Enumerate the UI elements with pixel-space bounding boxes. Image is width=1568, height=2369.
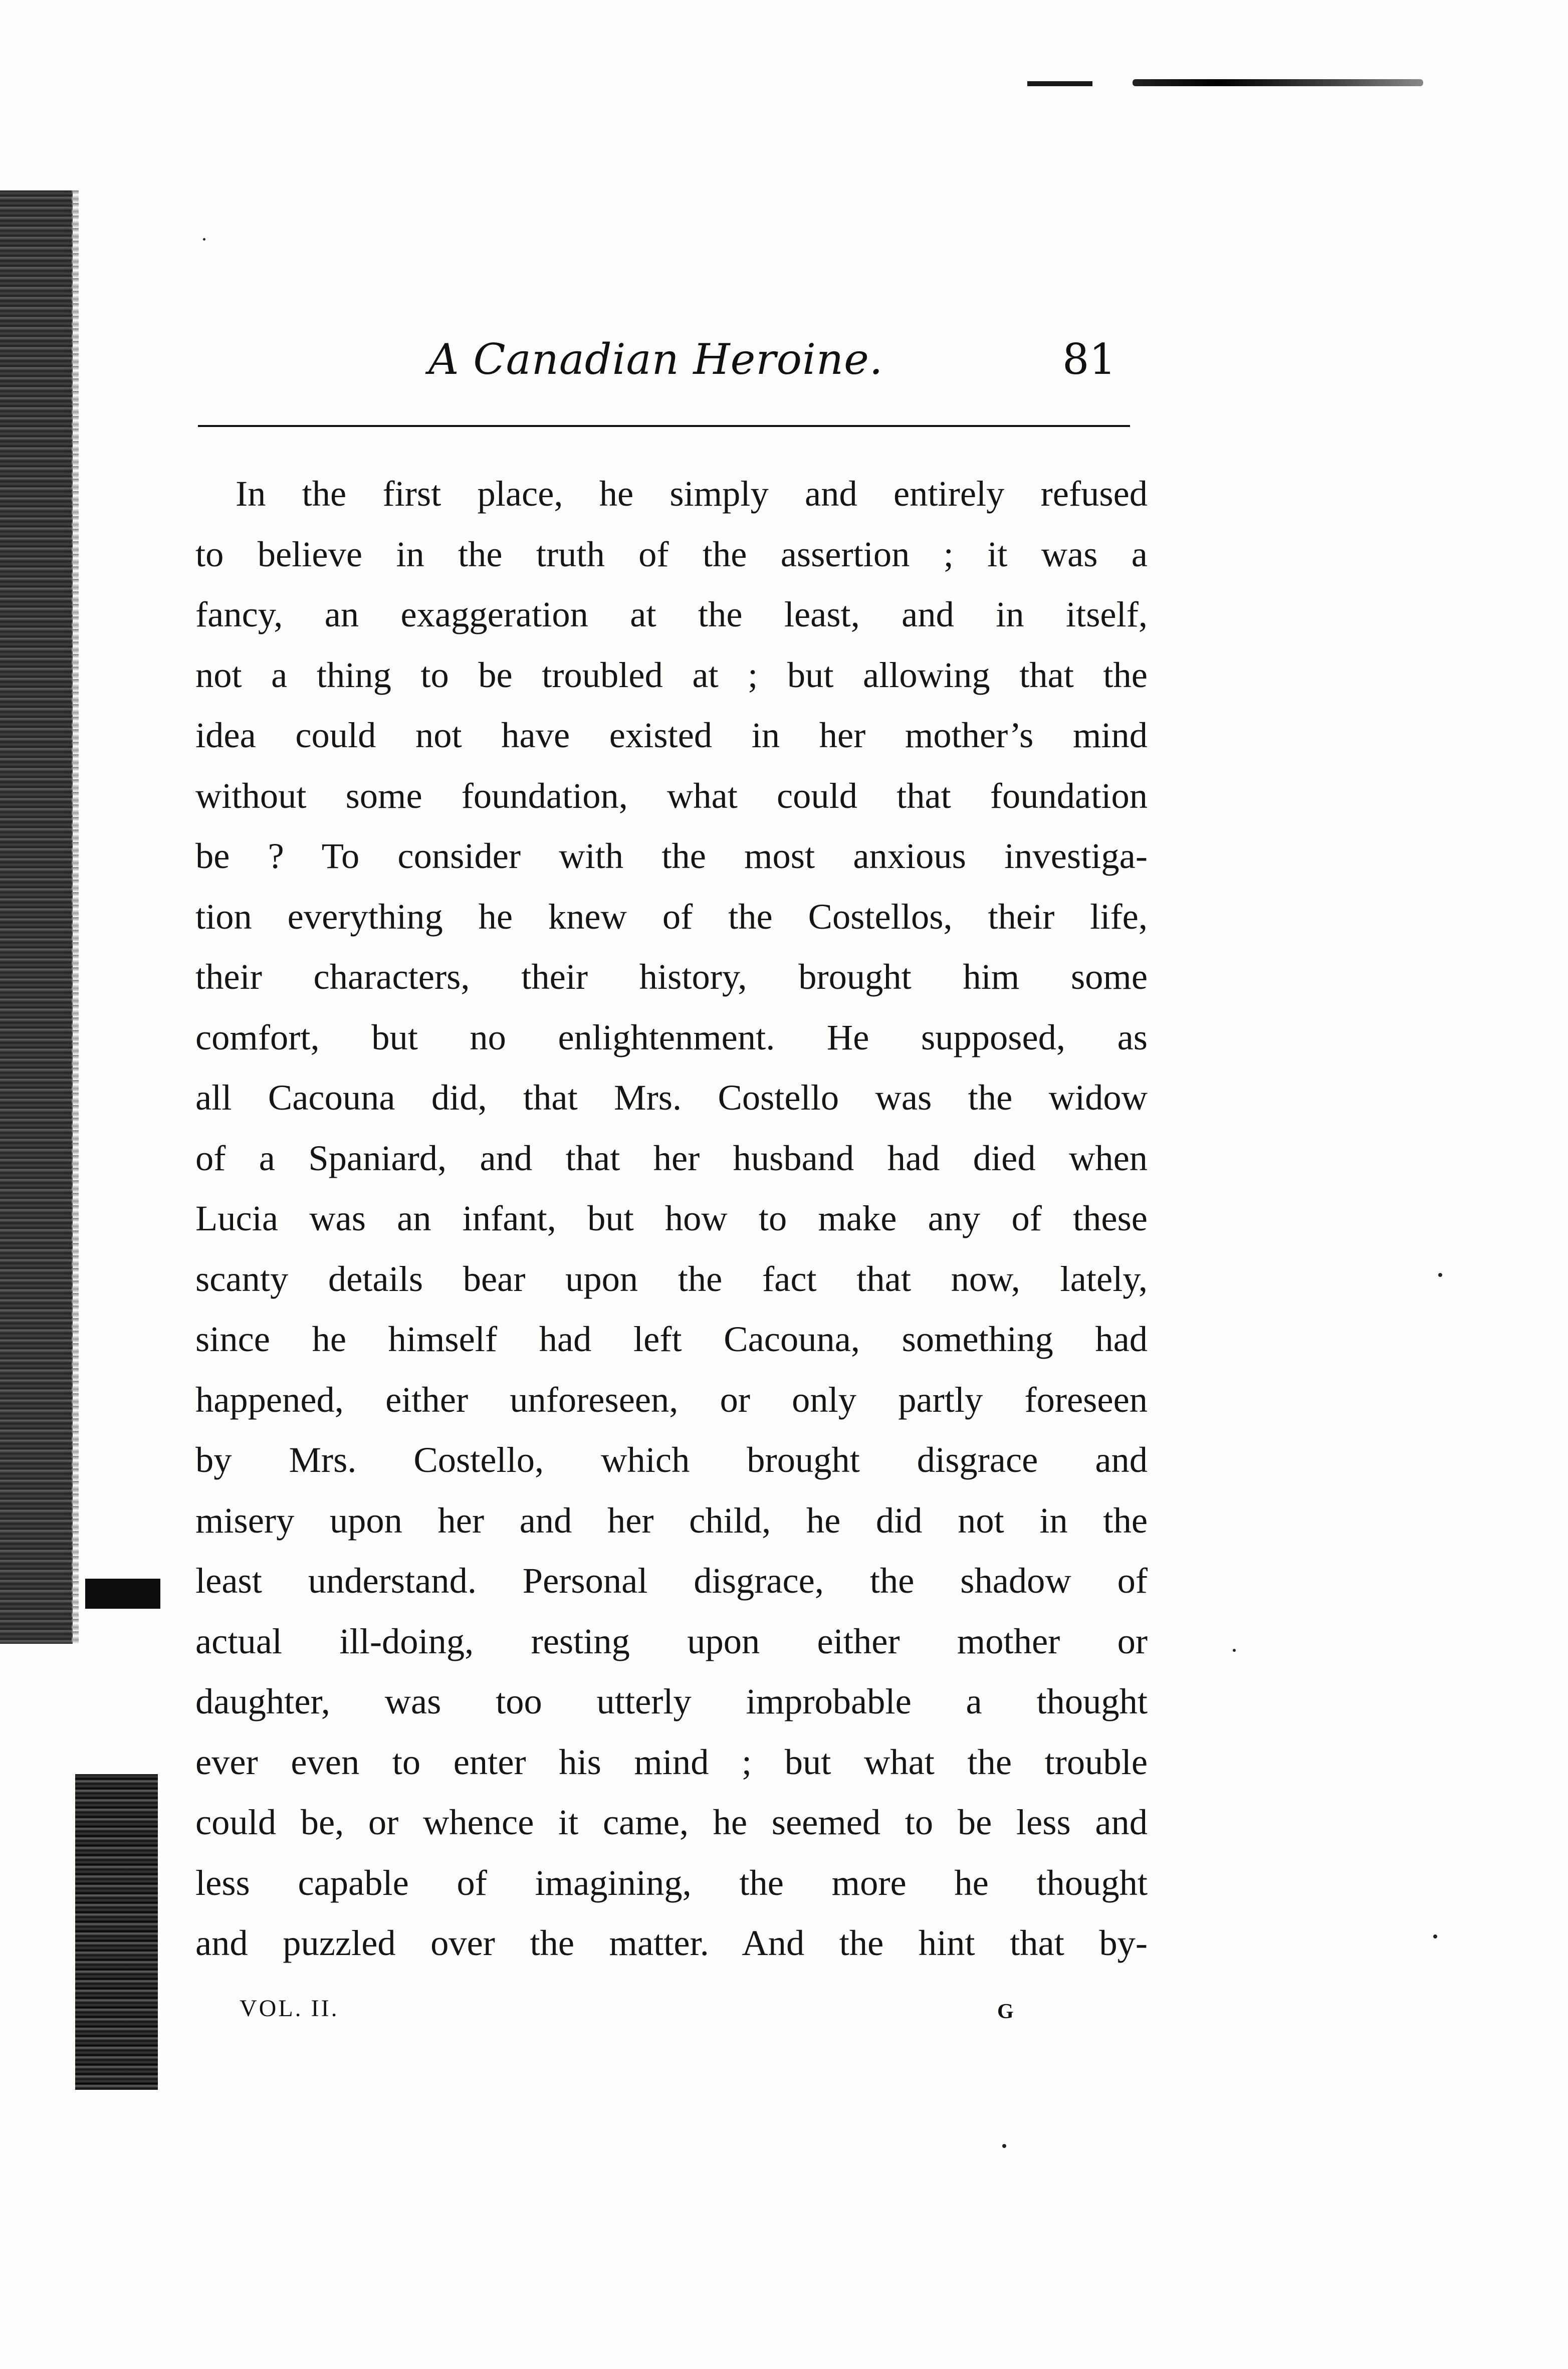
text-line: tion everything he knew of the Costellos, their life, — [195, 896, 1148, 937]
scan-speck — [1002, 2144, 1006, 2148]
text-line: idea could not have existed in her mother’s mind — [195, 715, 1148, 755]
text-line: Lucia was an infant, but how to make any of these — [195, 1198, 1148, 1238]
scan-binding-shadow-lower — [75, 1774, 158, 2090]
text-line: less capable of imagining, the more he thought — [195, 1862, 1148, 1903]
text-line: ever even to enter his mind ; but what the trouble — [195, 1741, 1148, 1782]
text-line: by Mrs. Costello, which brought disgrace and — [195, 1439, 1148, 1480]
text-line: and puzzled over the matter. And the hint that by- — [195, 1922, 1148, 1963]
text-line: their characters, their history, brought him some — [195, 956, 1148, 997]
text-line: without some foundation, what could that foundation — [195, 775, 1148, 816]
page-number: 81 — [1062, 335, 1116, 384]
text-line: to believe in the truth of the assertion ; it was a — [195, 533, 1148, 574]
volume-signature: VOL. II. — [240, 1995, 339, 2022]
text-line: least understand. Personal disgrace, the shadow of — [195, 1560, 1148, 1601]
text-line: not a thing to be troubled at ; but allowing that the — [195, 654, 1148, 695]
text-line: misery upon her and her child, he did not in the — [195, 1499, 1148, 1541]
scan-ink-mark — [1027, 81, 1092, 86]
text-line: comfort, but no enlightenment. He supposed, as — [195, 1016, 1148, 1057]
scan-ink-smear — [1133, 79, 1423, 86]
text-line: In the first place, he simply and entirely refused — [236, 473, 1148, 514]
scan-binding-shadow — [0, 190, 73, 1644]
scan-binding-bar — [85, 1579, 160, 1609]
text-line: be ? To consider with the most anxious investiga- — [195, 835, 1148, 876]
running-title: A Canadian Heroine. — [428, 335, 883, 384]
gathering-mark: G — [997, 2000, 1014, 2023]
text-line: scanty details bear upon the fact that now, lately, — [195, 1258, 1148, 1299]
text-line: fancy, an exaggeration at the least, and in itself, — [195, 594, 1148, 634]
header-rule — [198, 425, 1130, 427]
text-line: since he himself had left Cacouna, something had — [195, 1319, 1148, 1359]
text-line: all Cacouna did, that Mrs. Costello was the widow — [195, 1077, 1148, 1118]
text-line: of a Spaniard, and that her husband had died when — [195, 1137, 1148, 1178]
text-line: could be, or whence it came, he seemed to be less and — [195, 1802, 1148, 1842]
text-line: happened, either unforeseen, or only partly foreseen — [195, 1379, 1148, 1420]
body-text — [195, 464, 1148, 1974]
scan-speck — [1438, 1273, 1442, 1277]
text-line: daughter, was too utterly improbable a thought — [195, 1681, 1148, 1721]
text-line: actual ill-doing, resting upon either mother or — [195, 1620, 1148, 1661]
scan-speck — [203, 238, 205, 241]
scan-speck — [1233, 1649, 1236, 1652]
scan-speck — [1433, 1934, 1437, 1939]
